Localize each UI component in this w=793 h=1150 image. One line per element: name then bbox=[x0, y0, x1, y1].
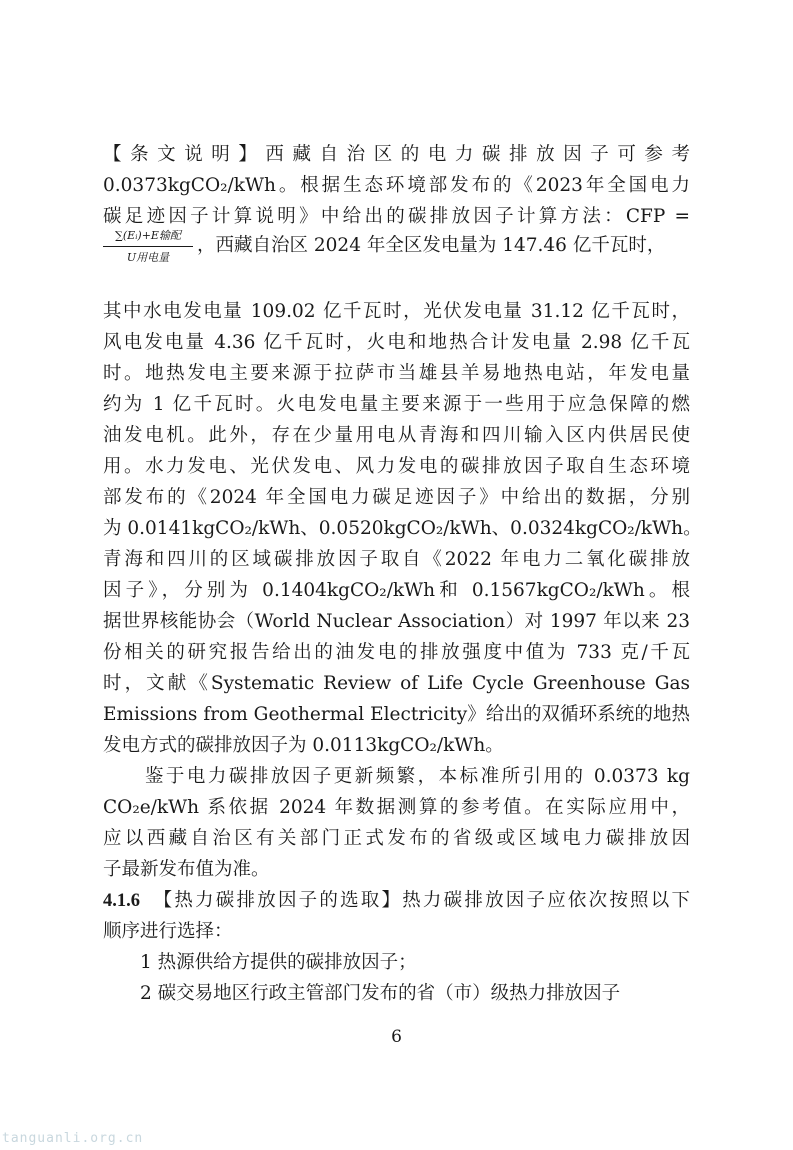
clause-text: 【热力碳排放因子的选取】热力碳排放因子应依次按照以下 bbox=[140, 890, 690, 911]
text-line: 顺序进行选择： bbox=[103, 921, 233, 942]
explanation-paragraph bbox=[103, 139, 690, 232]
text-line: 子最新发布值为准。 bbox=[103, 859, 270, 880]
note-paragraph bbox=[103, 761, 690, 885]
text-line: 碳足迹因子计算说明》中给出的碳排放因子计算方法：CFP = bbox=[103, 206, 690, 227]
clause-4-1-6 bbox=[103, 885, 690, 1009]
fraction-bar bbox=[103, 246, 193, 247]
text-line: ，西藏自治区 2024 年全区发电量为 147.46 亿千瓦时， bbox=[197, 235, 666, 256]
text-line: 因子》，分别为 0.1404kgCO₂/kWh和 0.1567kgCO₂/kWh。根 bbox=[103, 580, 690, 601]
text-line: 发电方式的碳排放因子为 0.0113kgCO₂/kWh。 bbox=[103, 735, 504, 756]
text-line: 鉴于电力碳排放因子更新频繁，本标准所引用的 0.0373 kg bbox=[103, 766, 690, 787]
explanation-paragraph-cont bbox=[103, 296, 702, 761]
fraction-denominator: U用电量 bbox=[126, 251, 170, 264]
text-line: 时。地热发电主要来源于拉萨市当雄县羊易地热电站，年发电量 bbox=[103, 363, 690, 384]
text-line: 青海和四川的区域碳排放因子取自《2022 年电力二氧化碳排放 bbox=[103, 549, 690, 570]
text-line: 部发布的《2024 年全国电力碳足迹因子》中给出的数据，分别 bbox=[103, 487, 690, 508]
list-item: 2 碳交易地区行政主管部门发布的省（市）级热力排放因子 bbox=[103, 983, 621, 1004]
clause-heading-line bbox=[103, 885, 690, 916]
text-line: 其中水电发电量 109.02 亿千瓦时，光伏发电量 31.12 亿千瓦时， bbox=[103, 301, 690, 322]
text-line: 约为 1 亿千瓦时。火电发电量主要来源于一些用于应急保障的燃 bbox=[103, 394, 690, 415]
cfp-fraction bbox=[103, 228, 193, 265]
text-line: 应以西藏自治区有关部门正式发布的省级或区域电力碳排放因 bbox=[103, 828, 690, 849]
text-line: CO₂e/kWh 系依据 2024 年数据测算的参考值。在实际应用中， bbox=[103, 797, 690, 818]
text-line: Emissions from Geothermal Electricity》给出的双循环系统的地热 bbox=[103, 704, 690, 725]
text-line: 风电发电量 4.36 亿千瓦时，火电和地热合计发电量 2.98 亿千瓦 bbox=[103, 332, 690, 353]
text-line: 据世界核能协会（World Nuclear Association）对 1997 年以来 23 bbox=[103, 611, 690, 632]
text-line: 时，文献《Systematic Review of Life Cycle Greenhouse Gas bbox=[103, 673, 690, 694]
text-line: 【条文说明】西藏自治区的电力碳排放因子可参考 bbox=[103, 144, 690, 165]
list-item: 1 热源供给方提供的碳排放因子； bbox=[103, 952, 417, 973]
fraction-numerator: ∑(Eᵢ)+E输配 bbox=[115, 229, 181, 242]
text-line: 0.0373kgCO₂/kWh。根据生态环境部发布的《2023年全国电力 bbox=[103, 175, 690, 196]
text-line: 为 0.0141kgCO₂/kWh、0.0520kgCO₂/kWh、0.0324kgCO₂/kWh。 bbox=[103, 518, 702, 539]
text-line: 用。水力发电、光伏发电、风力发电的碳排放因子取自生态环境 bbox=[103, 456, 690, 477]
watermark: tanguanli.org.cn bbox=[2, 1131, 144, 1146]
clause-number: 4.1.6 bbox=[103, 891, 140, 911]
formula-line bbox=[103, 228, 690, 290]
page-number: 6 bbox=[391, 1027, 402, 1047]
text-line: 油发电机。此外，存在少量用电从青海和四川输入区内供居民使 bbox=[103, 425, 690, 446]
text-line: 份相关的研究报告给出的油发电的排放强度中值为 733 克/千瓦 bbox=[103, 642, 690, 663]
